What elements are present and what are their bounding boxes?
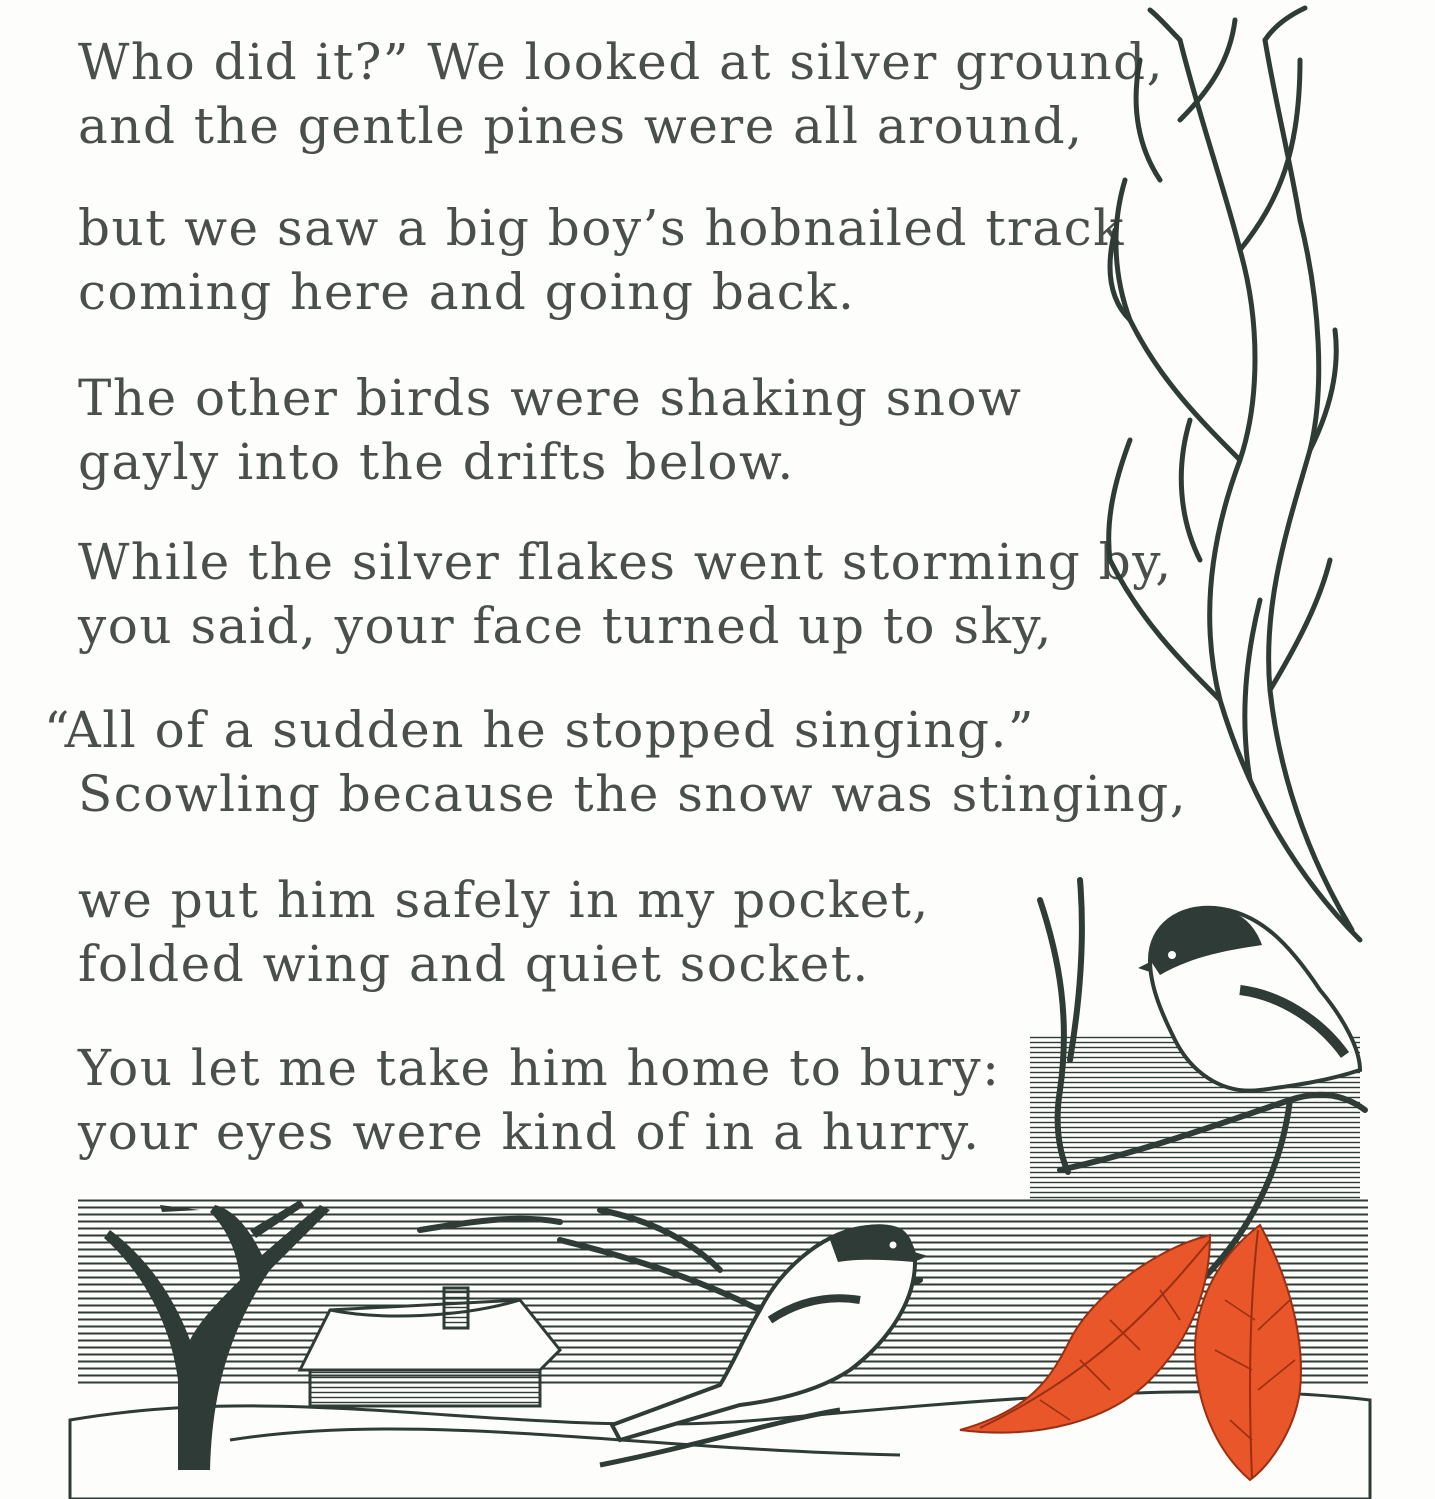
poem-line: Who did it?” We looked at silver ground, [78,33,1165,91]
poem-line: your eyes were kind of in a hurry. [78,1103,981,1161]
poem-line: Scowling because the snow was stinging, [78,765,1188,823]
bare-tree [1109,8,1360,940]
poem-line: folded wing and quiet socket. [78,935,870,993]
poem-line: While the silver flakes went storming by, [78,533,1173,591]
poem-line: you said, your face turned up to sky, [78,597,1053,655]
poem-line: we put him safely in my pocket, [78,871,930,929]
poem-line: and the gentle pines were all around, [78,97,1084,155]
poem-line: The other birds were shaking snow [78,369,1023,427]
poem-line: gayly into the drifts below. [78,433,795,491]
poem-line: but we saw a big boy’s hobnailed track [78,199,1125,257]
poem-line: “All of a sudden he stopped singing.” [44,701,1035,759]
poem-line: You let me take him home to bury: [78,1039,1001,1097]
poem-line: coming here and going back. [78,263,856,321]
